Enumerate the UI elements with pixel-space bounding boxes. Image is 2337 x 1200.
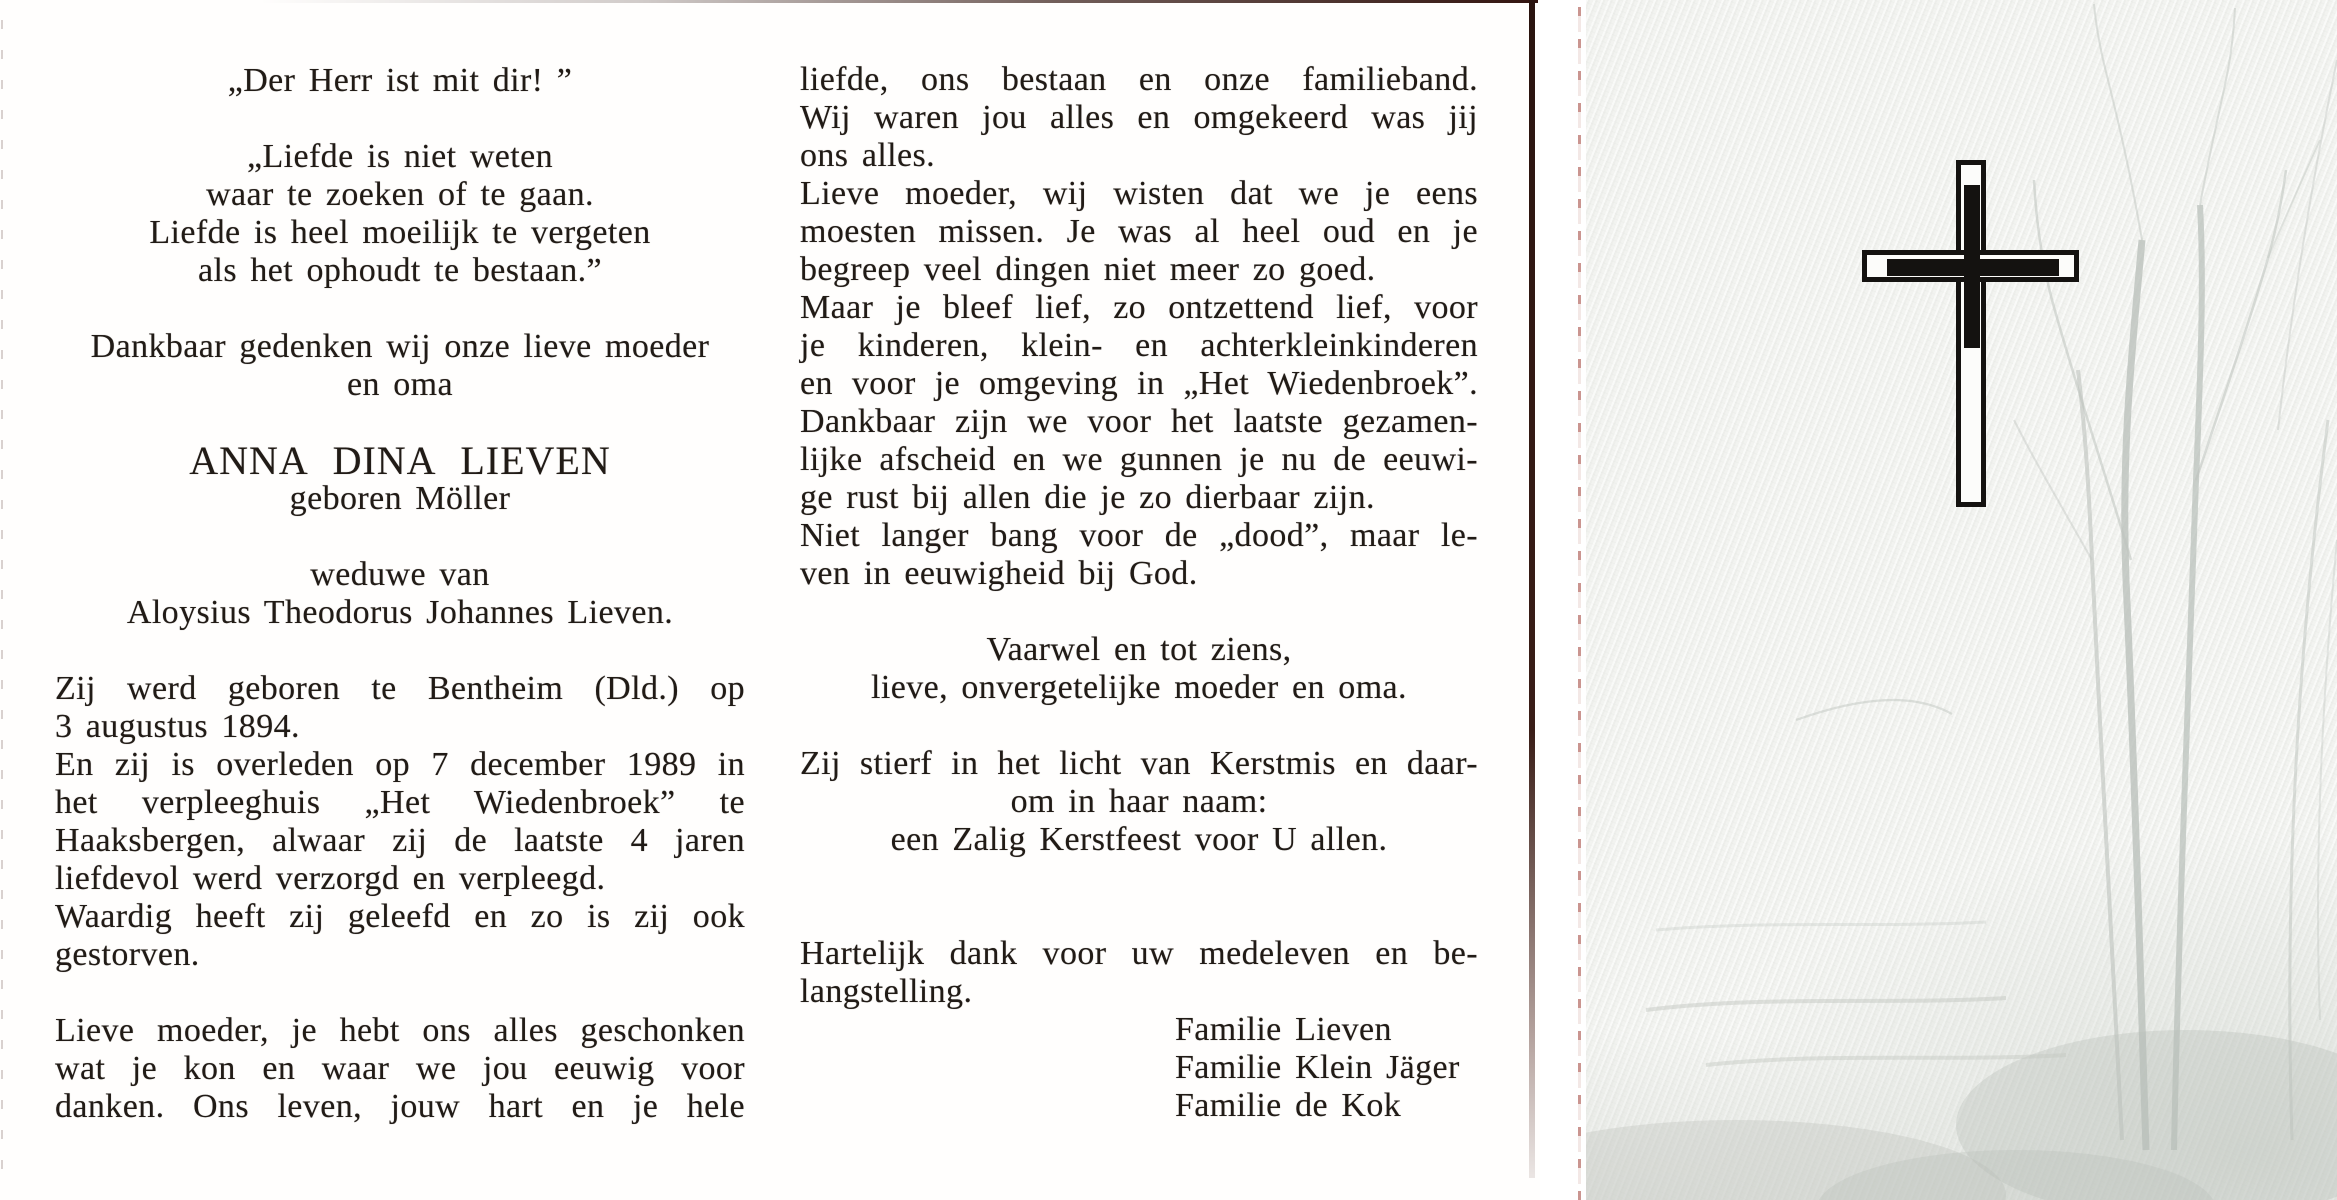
text-line: Wij waren jou alles en omgekeerd was jij <box>800 99 1478 136</box>
text-line: om in haar naam: <box>1010 783 1268 820</box>
text-line: lijke afscheid en we gunnen je nu de eeuwi- <box>800 441 1478 478</box>
text-line: Lieve moeder, wij wisten dat we je eens <box>800 175 1478 212</box>
blank-line <box>55 404 745 442</box>
blank-line <box>800 593 1478 631</box>
right-text-column <box>800 61 1478 1125</box>
text-line: Lieve moeder, je hebt ons alles geschonken <box>55 1012 745 1049</box>
text-line: Familie Klein Jäger <box>1175 1049 1460 1086</box>
page-left-edge <box>1 20 3 1180</box>
text-line: als het ophoudt te bestaan.” <box>197 252 603 289</box>
text-line: en voor je omgeving in „Het Wiedenbroek”. <box>800 365 1478 402</box>
blank-line <box>800 707 1478 745</box>
winter-landscape-graphic <box>1586 0 2337 1200</box>
text-line: een Zalig Kerstfeest voor U allen. <box>890 821 1388 858</box>
text-line: ven in eeuwigheid bij God. <box>800 555 1198 592</box>
text-line: „Der Herr ist mit dir! ” <box>227 62 573 99</box>
text-line: gestorven. <box>55 936 200 973</box>
text-line: En zij is overleden op 7 december 1989 in <box>55 746 745 783</box>
text-line: Haaksbergen, alwaar zij de laatste 4 jaren <box>55 822 745 859</box>
text-line: Maar je bleef lief, zo ontzettend lief, voor <box>800 289 1478 326</box>
text-line: ons alles. <box>800 137 936 174</box>
text-line: het verpleeghuis „Het Wiedenbroek” te <box>55 784 745 821</box>
text-line: liefdevol werd verzorgd en verpleegd. <box>55 860 606 897</box>
text-line: moesten missen. Je was al heel oud en je <box>800 213 1478 250</box>
fold-line <box>1578 0 1581 1200</box>
blank-line <box>55 100 745 138</box>
blank-line <box>55 632 745 670</box>
text-line: Liefde is heel moeilijk te vergeten <box>149 214 651 251</box>
text-line: begreep veel dingen niet meer zo goed. <box>800 251 1376 288</box>
text-line: Aloysius Theodorus Johannes Lieven. <box>126 594 674 631</box>
page-top-edge <box>260 0 1538 3</box>
page-right-edge <box>1529 0 1535 1178</box>
text-line: liefde, ons bestaan en onze familieband. <box>800 61 1478 98</box>
text-line: Familie de Kok <box>1175 1087 1402 1124</box>
photo-page <box>1586 0 2337 1200</box>
text-line: Familie Lieven <box>1175 1011 1392 1048</box>
text-line: Vaarwel en tot ziens, <box>986 631 1292 668</box>
text-line: Dankbaar gedenken wij onze lieve moeder <box>90 328 710 365</box>
blank-line <box>800 897 1478 935</box>
blank-line <box>800 859 1478 897</box>
text-line: danken. Ons leven, jouw hart en je hele <box>55 1088 745 1125</box>
text-line: Niet langer bang voor de „dood”, maar le- <box>800 517 1478 554</box>
text-line: Hartelijk dank voor uw medeleven en be- <box>800 935 1478 972</box>
text-line: Zij werd geboren te Bentheim (Dld.) op <box>55 670 745 707</box>
text-line: lieve, onvergetelijke moeder en oma. <box>871 669 1407 706</box>
text-line: langstelling. <box>800 973 973 1010</box>
text-line: Zij stierf in het licht van Kerstmis en daar- <box>800 745 1478 782</box>
blank-line <box>55 290 745 328</box>
text-line: waar te zoeken of te gaan. <box>206 176 594 213</box>
text-line: wat je kon en waar we jou eeuwig voor <box>55 1050 745 1087</box>
text-line: geboren Möller <box>289 480 511 517</box>
text-line: ge rust bij allen die je zo dierbaar zijn. <box>800 479 1375 516</box>
text-line: en oma <box>346 366 454 403</box>
text-line: Dankbaar zijn we voor het laatste gezamen- <box>800 403 1478 440</box>
blank-line <box>55 518 745 556</box>
text-line: 3 augustus 1894. <box>55 708 300 745</box>
left-text-column <box>55 62 745 1126</box>
text-line: „Liefde is niet weten <box>246 138 554 175</box>
text-line: ANNA DINA LIEVEN <box>189 438 611 483</box>
text-line: Waardig heeft zij geleefd en zo is zij ook <box>55 898 745 935</box>
text-line: je kinderen, klein- en achterkleinkinderen <box>800 327 1478 364</box>
text-line: weduwe van <box>310 556 490 593</box>
blank-line <box>55 974 745 1012</box>
